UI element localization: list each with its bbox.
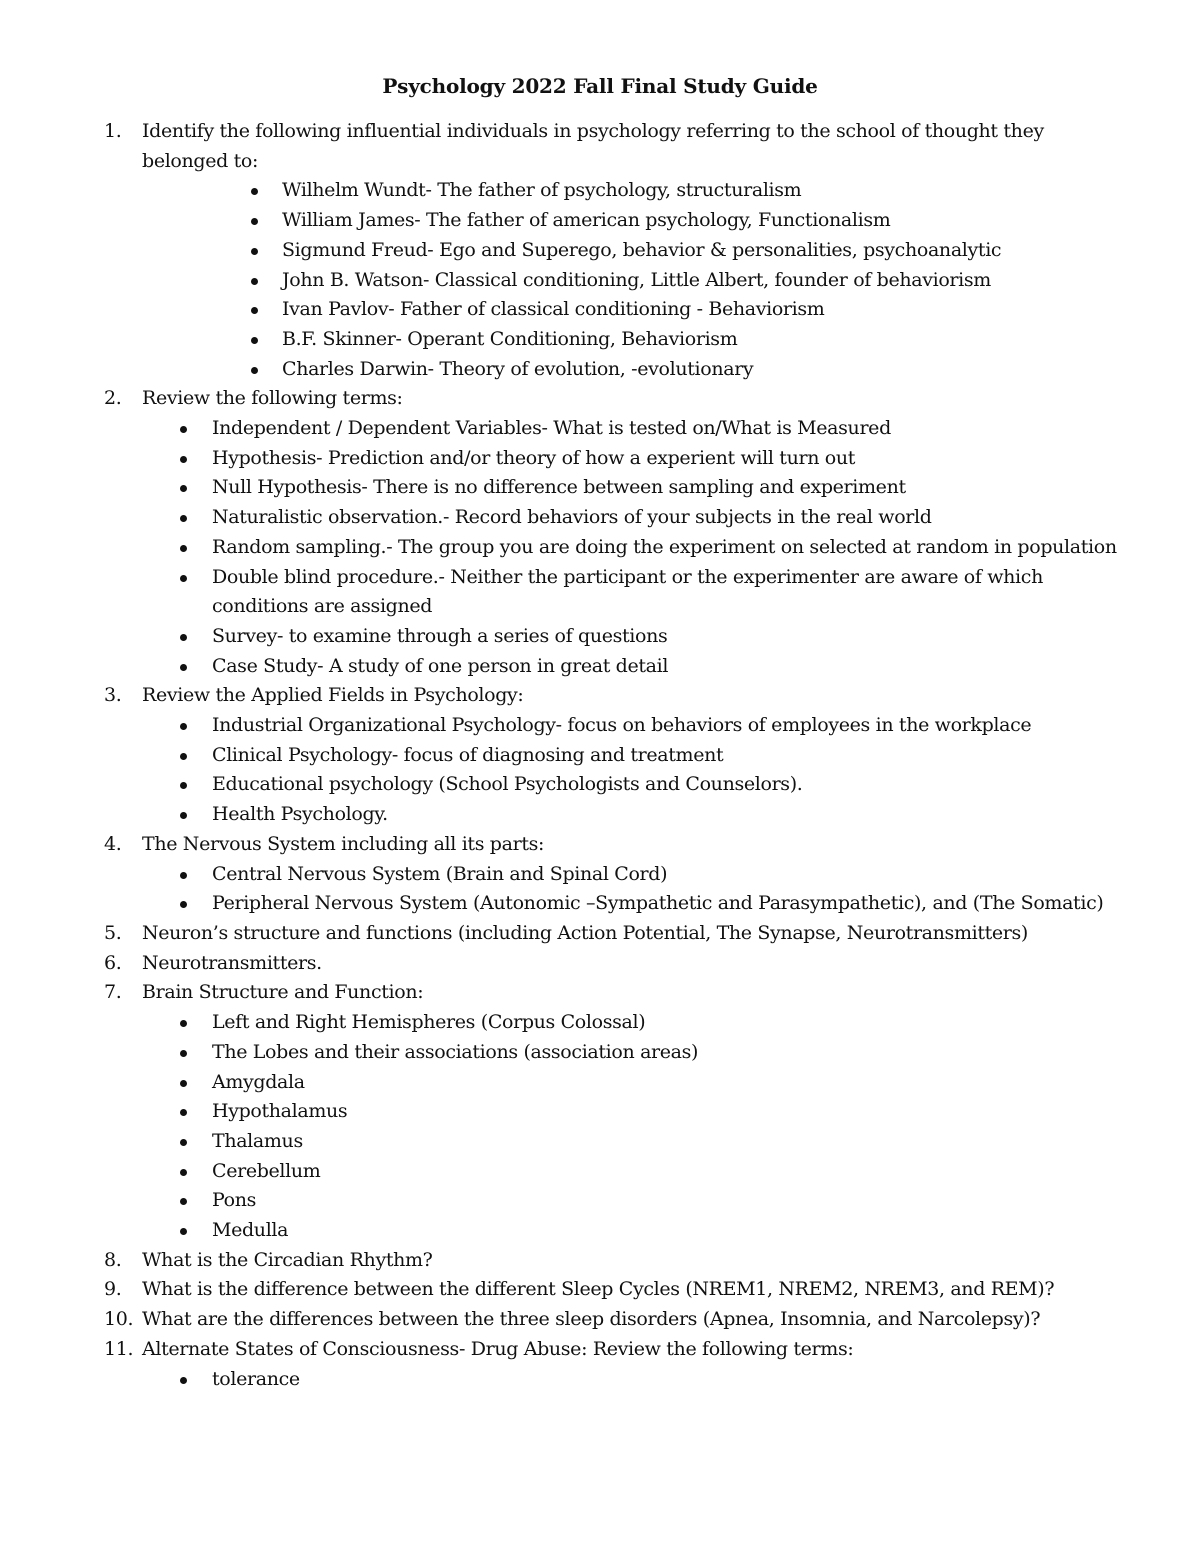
list-item-text: What is the Circadian Rhythm? bbox=[142, 1248, 433, 1271]
bullet-item bbox=[0, 770, 1200, 800]
bullet-item bbox=[0, 414, 1200, 444]
bullet-text: Left and Right Hemispheres (Corpus Colossal) bbox=[212, 1011, 646, 1034]
bullet-text: Charles Darwin- Theory of evolution, -evolutionary bbox=[282, 357, 754, 380]
bullet-item bbox=[0, 206, 1200, 236]
bullet-item bbox=[0, 533, 1200, 563]
list-item-number: 3. bbox=[104, 684, 122, 707]
bullet-text: tolerance bbox=[212, 1367, 300, 1390]
bullet-icon bbox=[251, 248, 258, 255]
bullet-item bbox=[0, 355, 1200, 385]
bullet-text: John B. Watson- Classical conditioning, Little Albert, founder of behaviorism bbox=[282, 268, 991, 291]
list-item bbox=[0, 978, 1200, 1008]
bullet-text: Medulla bbox=[212, 1219, 289, 1242]
bullet-icon bbox=[180, 782, 187, 789]
bullet-item bbox=[0, 1038, 1200, 1068]
list-item-number: 10. bbox=[104, 1308, 134, 1331]
bullet-icon bbox=[180, 1228, 187, 1235]
bullet-text: Survey- to examine through a series of questions bbox=[212, 624, 668, 647]
list-item-text: Alternate States of Consciousness- Drug Abuse: Review the following terms: bbox=[142, 1337, 854, 1360]
bullet-icon bbox=[180, 545, 187, 552]
bullet-text: Pons bbox=[212, 1189, 257, 1212]
bullet-icon bbox=[180, 1169, 187, 1176]
bullet-item bbox=[0, 800, 1200, 830]
list-item-text: Review the following terms: bbox=[142, 387, 403, 410]
bullet-item bbox=[0, 711, 1200, 741]
bullet-icon bbox=[180, 664, 187, 671]
bullet-icon bbox=[180, 1080, 187, 1087]
bullet-item bbox=[0, 503, 1200, 533]
list-item bbox=[0, 681, 1200, 711]
list-item-number: 2. bbox=[104, 387, 122, 410]
bullet-item bbox=[0, 889, 1200, 919]
bullet-icon bbox=[251, 337, 258, 344]
bullet-icon bbox=[180, 575, 187, 582]
list-item-text: What are the differences between the three sleep disorders (Apnea, Insomnia, and Narcolepsy)? bbox=[142, 1308, 1041, 1331]
bullet-item bbox=[0, 1127, 1200, 1157]
list-item-text: Identify the following influential individuals in psychology referring to the school of thought they belonged to: bbox=[142, 120, 1044, 172]
bullet-icon bbox=[180, 515, 187, 522]
bullet-text: Random sampling.- The group you are doing the experiment on selected at random in population bbox=[212, 535, 1117, 558]
bullet-icon bbox=[180, 812, 187, 819]
bullet-icon bbox=[180, 456, 187, 463]
bullet-item bbox=[0, 266, 1200, 296]
bullet-icon bbox=[251, 278, 258, 285]
bullet-text: Null Hypothesis- There is no difference between sampling and experiment bbox=[212, 476, 906, 499]
bullet-item bbox=[0, 1157, 1200, 1187]
list-item-text: The Nervous System including all its parts: bbox=[142, 832, 545, 855]
bullet-icon bbox=[180, 1109, 187, 1116]
bullet-item bbox=[0, 622, 1200, 652]
list-item-text: Review the Applied Fields in Psychology: bbox=[142, 684, 524, 707]
bullet-item bbox=[0, 295, 1200, 325]
list-item bbox=[0, 1305, 1200, 1335]
bullet-icon bbox=[180, 1050, 187, 1057]
bullet-item bbox=[0, 444, 1200, 474]
bullet-text: Wilhelm Wundt- The father of psychology, structuralism bbox=[282, 179, 802, 202]
bullet-icon bbox=[251, 367, 258, 374]
study-guide-list bbox=[0, 117, 1200, 1394]
bullet-item bbox=[0, 473, 1200, 503]
bullet-text: Educational psychology (School Psychologists and Counselors). bbox=[212, 773, 803, 796]
bullet-item bbox=[0, 1186, 1200, 1216]
list-item-number: 6. bbox=[104, 951, 122, 974]
bullet-text: Central Nervous System (Brain and Spinal Cord) bbox=[212, 862, 668, 885]
list-item-number: 9. bbox=[104, 1278, 122, 1301]
bullet-icon bbox=[251, 188, 258, 195]
bullet-text: Sigmund Freud- Ego and Superego, behavior & personalities, psychoanalytic bbox=[282, 238, 1002, 261]
bullet-icon bbox=[180, 723, 187, 730]
bullet-item bbox=[0, 563, 1200, 622]
list-item-number: 11. bbox=[104, 1337, 134, 1360]
bullet-item bbox=[0, 1068, 1200, 1098]
bullet-icon bbox=[251, 307, 258, 314]
bullet-text: William James- The father of american psychology, Functionalism bbox=[282, 209, 891, 232]
list-item bbox=[0, 830, 1200, 860]
bullet-text: Amygdala bbox=[212, 1070, 305, 1093]
bullet-icon bbox=[251, 218, 258, 225]
list-item-number: 5. bbox=[104, 921, 122, 944]
bullet-icon bbox=[180, 634, 187, 641]
list-item-text: Neuron’s structure and functions (including Action Potential, The Synapse, Neurotransmitters) bbox=[142, 921, 1028, 944]
bullet-text: Case Study- A study of one person in great detail bbox=[212, 654, 669, 677]
bullet-icon bbox=[180, 872, 187, 879]
bullet-item bbox=[0, 860, 1200, 890]
bullet-item bbox=[0, 325, 1200, 355]
bullet-text: The Lobes and their associations (association areas) bbox=[212, 1040, 699, 1063]
bullet-text: Naturalistic observation.- Record behaviors of your subjects in the real world bbox=[212, 506, 932, 529]
bullet-text: Cerebellum bbox=[212, 1159, 321, 1182]
bullet-text: Independent / Dependent Variables- What is tested on/What is Measured bbox=[212, 417, 891, 440]
bullet-icon bbox=[180, 485, 187, 492]
bullet-text: Double blind procedure.- Neither the participant or the experimenter are aware of which conditions are assigned bbox=[212, 565, 1043, 618]
document-title: Psychology 2022 Fall Final Study Guide bbox=[382, 74, 818, 98]
list-item bbox=[0, 919, 1200, 949]
bullet-text: Ivan Pavlov- Father of classical conditioning - Behaviorism bbox=[282, 298, 825, 321]
bullet-item bbox=[0, 176, 1200, 206]
bullet-item bbox=[0, 1008, 1200, 1038]
list-item-text: What is the difference between the different Sleep Cycles (NREM1, NREM2, NREM3, and REM)? bbox=[142, 1278, 1055, 1301]
bullet-item bbox=[0, 741, 1200, 771]
bullet-text: Hypothalamus bbox=[212, 1100, 348, 1123]
list-item bbox=[0, 1246, 1200, 1276]
bullet-text: Health Psychology. bbox=[212, 803, 388, 826]
bullet-text: Thalamus bbox=[212, 1129, 303, 1152]
bullet-icon bbox=[180, 1198, 187, 1205]
bullet-item bbox=[0, 236, 1200, 266]
list-item-text: Neurotransmitters. bbox=[142, 951, 322, 974]
bullet-icon bbox=[180, 1377, 187, 1384]
bullet-item bbox=[0, 1097, 1200, 1127]
list-item-number: 8. bbox=[104, 1248, 122, 1271]
bullet-icon bbox=[180, 1139, 187, 1146]
bullet-text: Industrial Organizational Psychology- focus on behaviors of employees in the workplace bbox=[212, 714, 1032, 737]
bullet-text: Peripheral Nervous System (Autonomic –Sympathetic and Parasympathetic), and (The Somatic) bbox=[212, 892, 1104, 915]
bullet-icon bbox=[180, 753, 187, 760]
bullet-text: B.F. Skinner- Operant Conditioning, Behaviorism bbox=[282, 327, 738, 350]
bullet-icon bbox=[180, 426, 187, 433]
list-item bbox=[0, 117, 1200, 176]
list-item bbox=[0, 949, 1200, 979]
bullet-item bbox=[0, 1365, 1200, 1395]
bullet-icon bbox=[180, 901, 187, 908]
list-item-number: 4. bbox=[104, 832, 122, 855]
bullet-item bbox=[0, 652, 1200, 682]
list-item-number: 1. bbox=[104, 120, 122, 142]
list-item-text: Brain Structure and Function: bbox=[142, 981, 424, 1004]
list-item bbox=[0, 1275, 1200, 1305]
list-item bbox=[0, 384, 1200, 414]
bullet-item bbox=[0, 1216, 1200, 1246]
list-item bbox=[0, 1335, 1200, 1365]
list-item-number: 7. bbox=[104, 981, 122, 1004]
bullet-icon bbox=[180, 1020, 187, 1027]
bullet-text: Clinical Psychology- focus of diagnosing and treatment bbox=[212, 743, 724, 766]
bullet-text: Hypothesis- Prediction and/or theory of how a experient will turn out bbox=[212, 446, 856, 469]
